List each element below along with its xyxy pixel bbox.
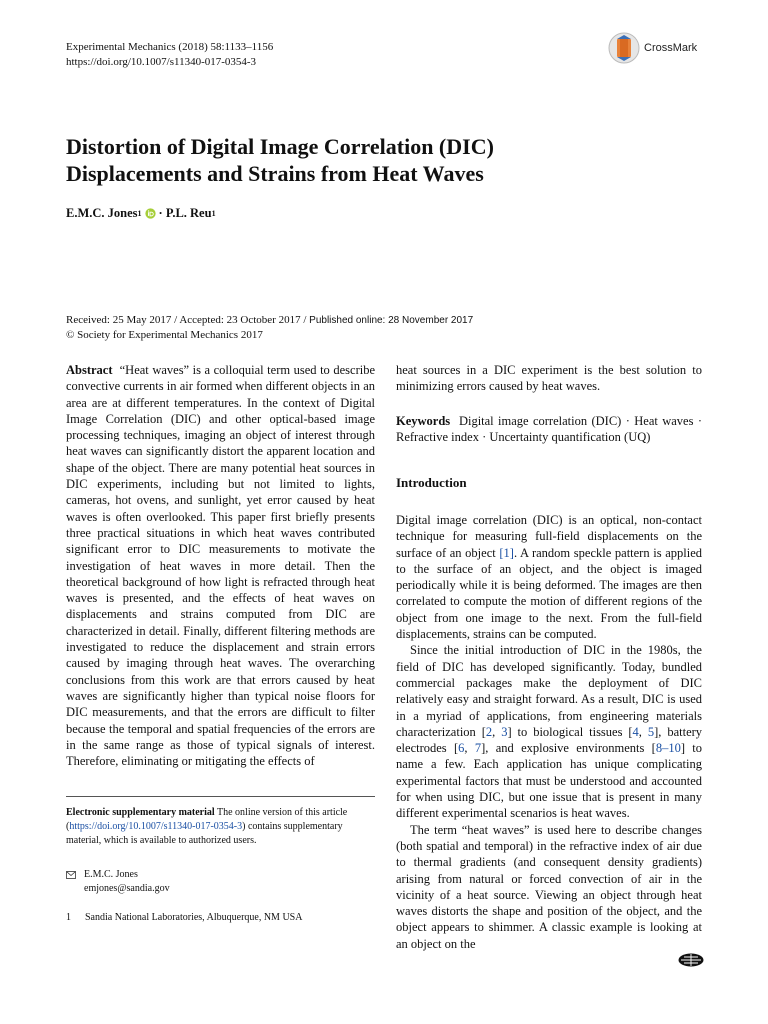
author-2[interactable]: · P.L. Reu bbox=[158, 206, 212, 220]
journal-citation: Experimental Mechanics (2018) 58:1133–1156 bbox=[66, 41, 274, 53]
citation-link[interactable]: [1] bbox=[499, 545, 514, 560]
abstract-text: “Heat waves” is a colloquial term used to describe convective currents in air formed when different objects in an area are at different temperatures. In the context of Digital Image Correlation (DIC) and other optical-based image processing techniques, imaging an object of interest through heat waves can significantly distort the apparent location and shape of the object. There are many potential heat sources in DIC experiments, including but not limited to lights, cameras, hot ovens, and sunlight, yet error caused by heat waves is often overlooked. This paper first briefly presents three practical situations in which heat waves contributed significant error to DIC measurements to motivate the investigation of heat waves in more detail. Then the theoretical background of how light is refracted through heat waves is presented, and the effects of heat waves on displacements and strains computed from DIC are characterized in detail. Finally, different filtering methods are investigated to reduce the displacement and strain errors caused by imaging through heat waves. The overarching conclusions from this work are that errors caused by heat waves are significantly higher than typical noise floors for DIC measurements, and that the errors are difficult to filter because the temporal and spatial frequencies of the errors are in the same range as those of typical signals of interest. Therefore, eliminating or mitigating the effects of bbox=[66, 363, 376, 769]
abstract bbox=[66, 362, 375, 769]
author-1[interactable]: E.M.C. Jones bbox=[66, 206, 138, 220]
journal-header bbox=[66, 40, 273, 70]
intro-paragraph-3: The term “heat waves” is used here to describe changes (both spatial and temporal) in the refractive index of air due to thermal gradients (and consequent density gradients) arising from natural or forced convection of air in the vicinity of a heat source. Viewing an object through heat waves distorts the shape and position of the object, and the object appears to shimmer. A classic example is looking at an object on the bbox=[396, 822, 702, 951]
published-online: Published online: 28 November 2017 bbox=[309, 315, 474, 326]
title-line-1: Distortion of Digital Image Correlation (DIC) bbox=[66, 134, 494, 159]
keywords bbox=[396, 413, 702, 446]
corresponding-author bbox=[66, 868, 170, 896]
contact-name: E.M.C. Jones bbox=[84, 869, 138, 880]
journal-doi[interactable]: https://doi.org/10.1007/s11340-017-0354-3 bbox=[66, 56, 257, 68]
keywords-text: Digital image correlation (DIC) · Heat waves · Refractive index · Uncertainty quantification (UQ) bbox=[396, 414, 702, 445]
section-heading-introduction: Introduction bbox=[396, 475, 467, 490]
esm-label: Electronic supplementary material bbox=[66, 807, 215, 818]
crossmark-icon bbox=[608, 32, 640, 64]
envelope-icon bbox=[66, 871, 76, 879]
intro-paragraph-2: Since the initial introduction of DIC in the 1980s, the field of DIC has developed significantly. Today, bundled commercial packages make the deployment of DIC relatively easy and straight forward. As a result, DIC is used in a myriad of applications, from engineering materials characterization [2, 3] to biological tissues [4, 5], battery electrodes [6, 7], and explosive environments [8–10] to name a few. Each application has unique complicating experimental factors that must be understood and accounted for when using DIC, but one issue that is present in many different experimental scenarios is heat waves. bbox=[396, 643, 703, 821]
author-2-affil: 1 bbox=[211, 209, 216, 218]
affiliation bbox=[66, 911, 302, 925]
affiliation-text: Sandia National Laboratories, Albuquerque, NM USA bbox=[85, 912, 303, 923]
publication-dates bbox=[66, 313, 473, 342]
contact-email[interactable]: emjones@sandia.gov bbox=[84, 883, 170, 894]
supplementary-note: Electronic supplementary material The online version of this article (https://doi.org/10.1007/s11340-017-0354-3) contains supplementary material, which is available to authorized users. bbox=[66, 807, 348, 846]
affiliation-number: 1 bbox=[66, 912, 71, 923]
esm-link[interactable]: https://doi.org/10.1007/s11340-017-0354-3 bbox=[69, 821, 243, 832]
citation-link[interactable]: 6 bbox=[458, 741, 465, 756]
citation-link[interactable]: 7 bbox=[474, 741, 482, 756]
author-1-affil: 1 bbox=[137, 209, 142, 218]
abstract-label: Abstract bbox=[66, 363, 113, 377]
introduction-body bbox=[396, 512, 702, 952]
intro-paragraph-1: Digital image correlation (DIC) is an optical, non-contact technique for measuring full-field displacements on the surface of an object [1]. A random speckle pattern is applied to the surface of an object, and the object is imaged periodically while it is being deformed. The images are then correlated to compute the motion of different regions of the object from one image to the next. From the full-field displacements, strains can be computed. bbox=[396, 513, 702, 642]
copyright: © Society for Experimental Mechanics 2017 bbox=[66, 329, 263, 341]
footnote-divider bbox=[66, 796, 375, 797]
citation-link[interactable]: 5 bbox=[647, 724, 655, 739]
citation-link[interactable]: 4 bbox=[632, 724, 639, 739]
received-accepted: Received: 25 May 2017 / Accepted: 23 October 2017 / bbox=[66, 314, 307, 326]
publisher-logo-icon bbox=[678, 953, 704, 967]
citation-link[interactable]: 3 bbox=[501, 724, 508, 739]
abstract-continued: heat sources in a DIC experiment is the best solution to minimizing errors caused by heat waves. bbox=[396, 363, 702, 394]
crossmark-badge[interactable] bbox=[608, 32, 697, 64]
crossmark-label: CrossMark bbox=[644, 42, 698, 54]
citation-link[interactable]: 8–10 bbox=[655, 741, 681, 756]
keywords-label: Keywords bbox=[396, 414, 451, 428]
article-title bbox=[66, 133, 706, 187]
orcid-icon[interactable] bbox=[145, 208, 156, 219]
author-list bbox=[66, 206, 216, 221]
citation-link[interactable]: 2 bbox=[485, 724, 493, 739]
title-line-2: Displacements and Strains from Heat Waves bbox=[66, 161, 484, 186]
